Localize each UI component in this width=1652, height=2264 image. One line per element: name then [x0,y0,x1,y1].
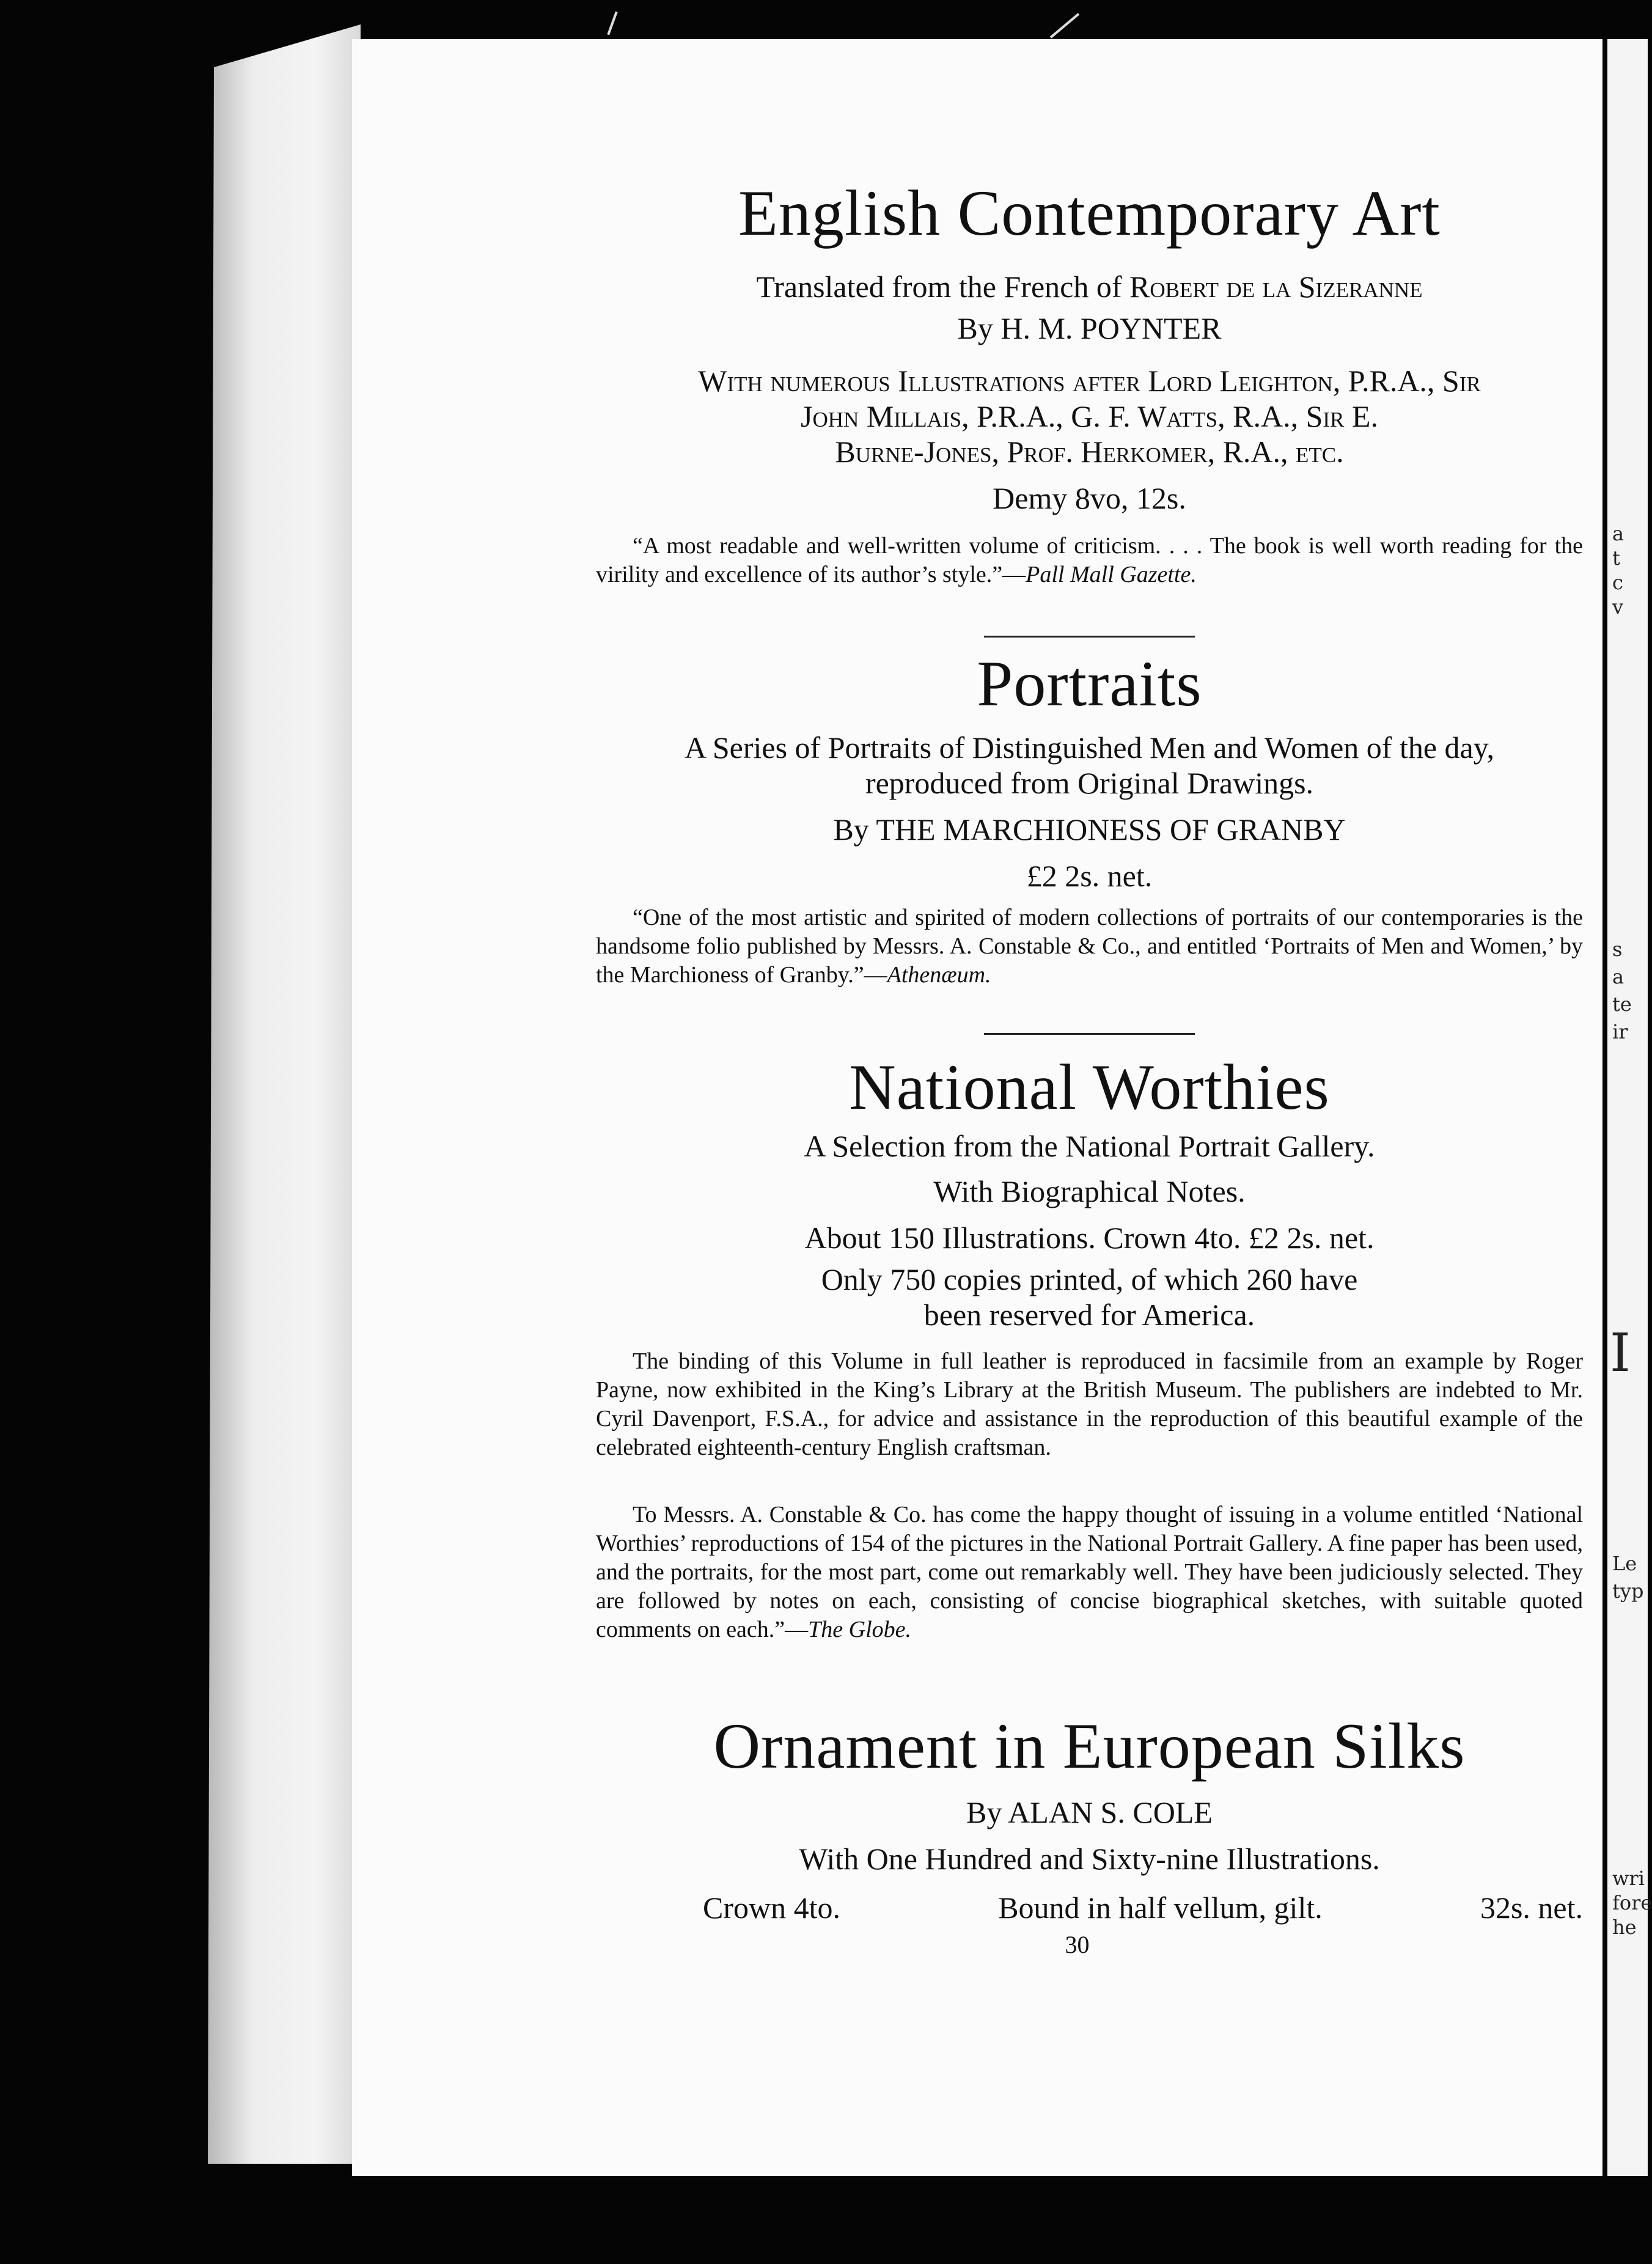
silks-price-line [703,1890,1583,1925]
review-quote-athenaeum [596,903,1583,990]
review-quote-text: “A most readable and well-written volume of criticism. . . . The book is well worth reading for the virility and excellence of its author’s style.”— [596,533,1583,587]
scan-mark [1050,13,1080,39]
silks-illustrations-line: With One Hundred and Sixty-nine Illustrations. [799,1842,1380,1876]
illustrations-line-2: John Millais, P.R.A., G. F. Watts, R.A., Sir E. [801,399,1378,433]
silks-binding: Bound in half vellum, gilt. [998,1891,1323,1925]
portraits-description-line-2: reproduced from Original Drawings. [865,766,1314,800]
facing-text-fragment: a [1612,965,1624,988]
section-divider [984,1033,1195,1035]
silks-price: 32s. net. [1480,1891,1583,1925]
worthies-price-line: About 150 Illustrations. Crown 4to. £2 2s. net. [804,1221,1375,1255]
facing-text-fragment: ir [1612,1020,1628,1043]
worthies-line-2: With Biographical Notes. [933,1174,1246,1208]
facing-text-fragment: t [1612,546,1620,570]
section-title-portraits: Portraits [977,648,1202,719]
worthies-binding-paragraph [596,1347,1583,1462]
binding-paragraph-text: The binding of this Volume in full leather is reproduced in facsimile from an example by Roger Payne, now exhibited in the King’s Library at the British Museum. The publishers are indebted to Mr. Cyril Davenport, F.S.A., for advice and assistance in the reproduction of this beautiful example of the celebrated eighteenth-century English craftsman. [596,1348,1583,1460]
facing-text-fragment: s [1612,938,1623,961]
section-divider [984,636,1195,638]
review-source: The Globe. [808,1617,912,1642]
facing-text-fragment: te [1612,993,1632,1016]
illustrations-line-3: Burne-Jones, Prof. Herkomer, R.A., etc. [835,435,1344,469]
facing-text-fragment: a [1612,522,1624,545]
worthies-edition-line-1: Only 750 copies printed, of which 260 have [821,1262,1358,1296]
illustrations-line-1: With numerous Illustrations after Lord Leighton, P.R.A., Sir [698,364,1481,398]
scan-mark [607,12,617,35]
price-portraits: £2 2s. net. [1026,859,1153,893]
facing-text-fragment: he [1612,1916,1637,1939]
facing-text-fragment: Le [1612,1552,1637,1575]
silks-format: Crown 4to. [703,1891,840,1925]
worthies-edition-line-2: been reserved for America. [923,1298,1255,1332]
portraits-byline: By THE MARCHIONESS OF GRANBY [833,812,1346,847]
review-source: Pall Mall Gazette. [1026,562,1197,587]
original-author: Robert de la Sizeranne [1129,270,1423,304]
review-source: Athenæum. [887,962,991,988]
facing-text-fragment: v [1612,595,1624,619]
facing-text-fragment: typ [1612,1579,1644,1603]
price-english-art: Demy 8vo, 12s. [993,481,1186,515]
section-title-ornament-european-silks: Ornament in European Silks [713,1710,1466,1782]
section-title-english-contemporary-art: English Contemporary Art [738,177,1441,249]
review-quote-pall-mall [596,532,1583,589]
review-quote-text: To Messrs. A. Constable & Co. has come the happy thought of issuing in a volume entitled ‘National Worthies’ reproductions of 154 of the pictures in the National Portrait Gallery. A fine paper has been used, and the portraits, for the most part, come out remarkably well. They have been judiciously selected. They are followed by notes on each, consisting of concise biographical sketches, with suitable quoted comments on each.”— [596,1502,1583,1642]
translation-prefix: Translated from the French of [756,270,1122,304]
section-title-national-worthies: National Worthies [849,1051,1330,1123]
review-quote-globe [596,1501,1583,1644]
book-page-edges [208,24,361,2164]
portraits-description-line-1: A Series of Portraits of Distinguished Men and Women of the day, [685,730,1494,765]
review-quote-text: “One of the most artistic and spirited of modern collections of portraits of our contemporaries is the handsome folio published by Messrs. A. Constable & Co., and entitled ‘Portraits of Men and Women,’ by the Marchioness of Granby.”— [596,905,1583,988]
silks-byline: By ALAN S. COLE [966,1795,1213,1829]
facing-text-fragment: wri [1612,1867,1645,1890]
facing-page [1607,39,1652,2176]
worthies-line-1: A Selection from the National Portrait Gallery. [804,1129,1375,1163]
facing-text-fragment: c [1612,571,1623,594]
translator-byline: By H. M. POYNTER [957,311,1222,345]
facing-text-fragment: fore [1612,1891,1652,1914]
translation-credit [596,269,1583,304]
facing-text-fragment: I [1610,1323,1631,1384]
page-number: 30 [1065,1931,1090,1958]
